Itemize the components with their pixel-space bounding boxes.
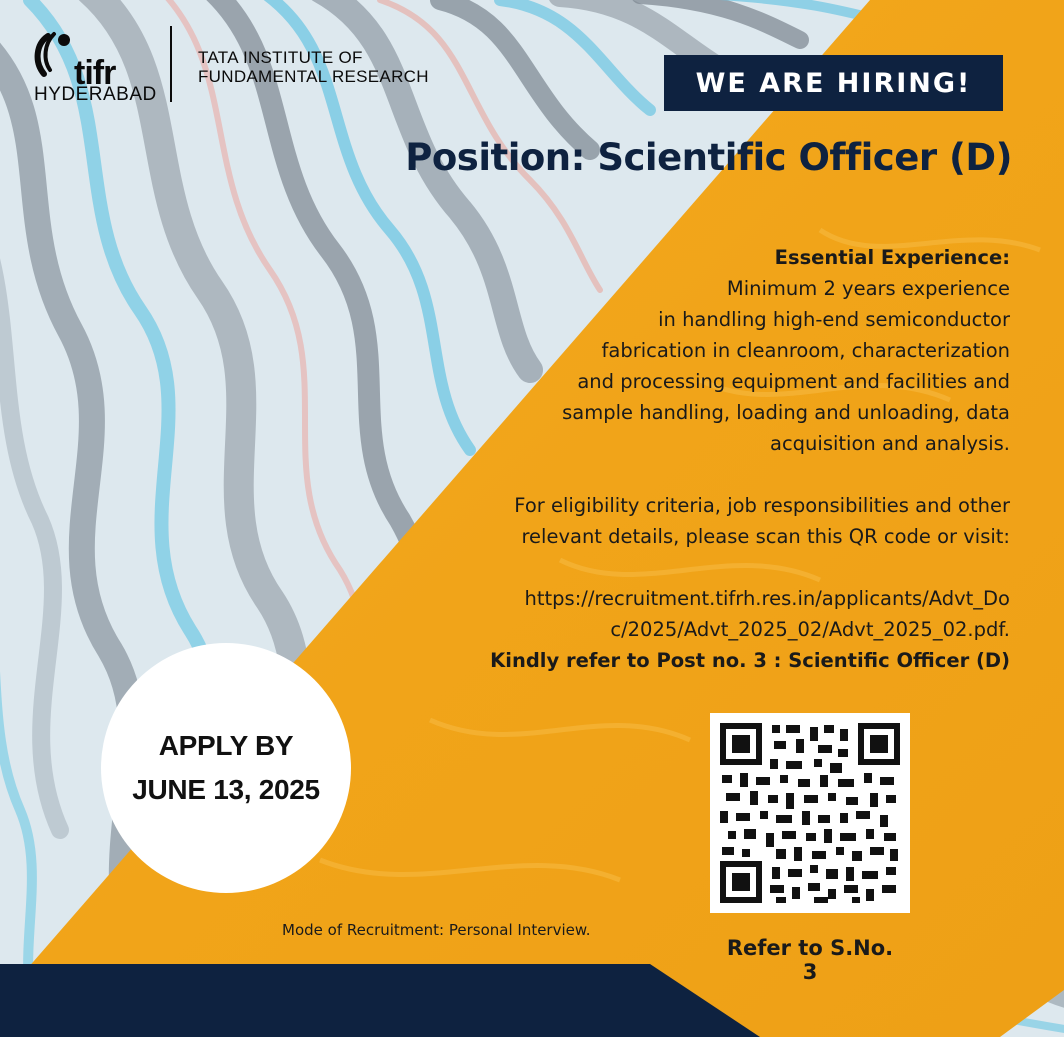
tifr-logo bbox=[34, 30, 454, 110]
institute-name bbox=[198, 48, 429, 86]
advertisement-link[interactable]: https://recruitment.tifrh.res.in/applicants/Advt_Do c/2025/Advt_2025_02/Advt_2025_02.pdf. bbox=[524, 587, 1010, 641]
position-title: Position: Scientific Officer (D) bbox=[405, 136, 1012, 179]
job-details bbox=[450, 242, 1010, 676]
institute-name-line-1: TATA INSTITUTE OF bbox=[198, 48, 363, 67]
logo-brand-text: tifr bbox=[74, 54, 116, 92]
mode-of-recruitment: Mode of Recruitment: Personal Interview. bbox=[282, 921, 591, 939]
hiring-banner: WE ARE HIRING! bbox=[664, 55, 1003, 111]
experience-text: Minimum 2 years experience in handling high-end semiconductor fabrication in cleanroom, characterization and processing equipment and facilities and sample handling, loading and unloading, data acquisition and analysis. bbox=[562, 277, 1010, 455]
refer-post-text: Kindly refer to Post no. 3 : Scientific Officer (D) bbox=[490, 649, 1010, 672]
logo-divider bbox=[170, 26, 172, 102]
apply-by-date: JUNE 13, 2025 bbox=[132, 774, 320, 805]
spacer bbox=[450, 552, 1010, 583]
apply-by-badge bbox=[101, 643, 351, 893]
qr-code[interactable] bbox=[710, 713, 910, 913]
qr-caption: Refer to S.No. 3 bbox=[726, 936, 894, 984]
spacer bbox=[450, 459, 1010, 490]
institute-name-line-2: FUNDAMENTAL RESEARCH bbox=[198, 67, 429, 86]
qr-code-icon bbox=[720, 723, 900, 903]
eligibility-text: For eligibility criteria, job responsibilities and other relevant details, please scan this QR code or visit: bbox=[514, 494, 1010, 548]
experience-label: Essential Experience: bbox=[774, 246, 1010, 269]
tifr-swoosh-logo-icon bbox=[34, 30, 76, 82]
logo-city-text: HYDERABAD bbox=[34, 84, 157, 105]
apply-by-label: APPLY BY bbox=[158, 730, 294, 761]
